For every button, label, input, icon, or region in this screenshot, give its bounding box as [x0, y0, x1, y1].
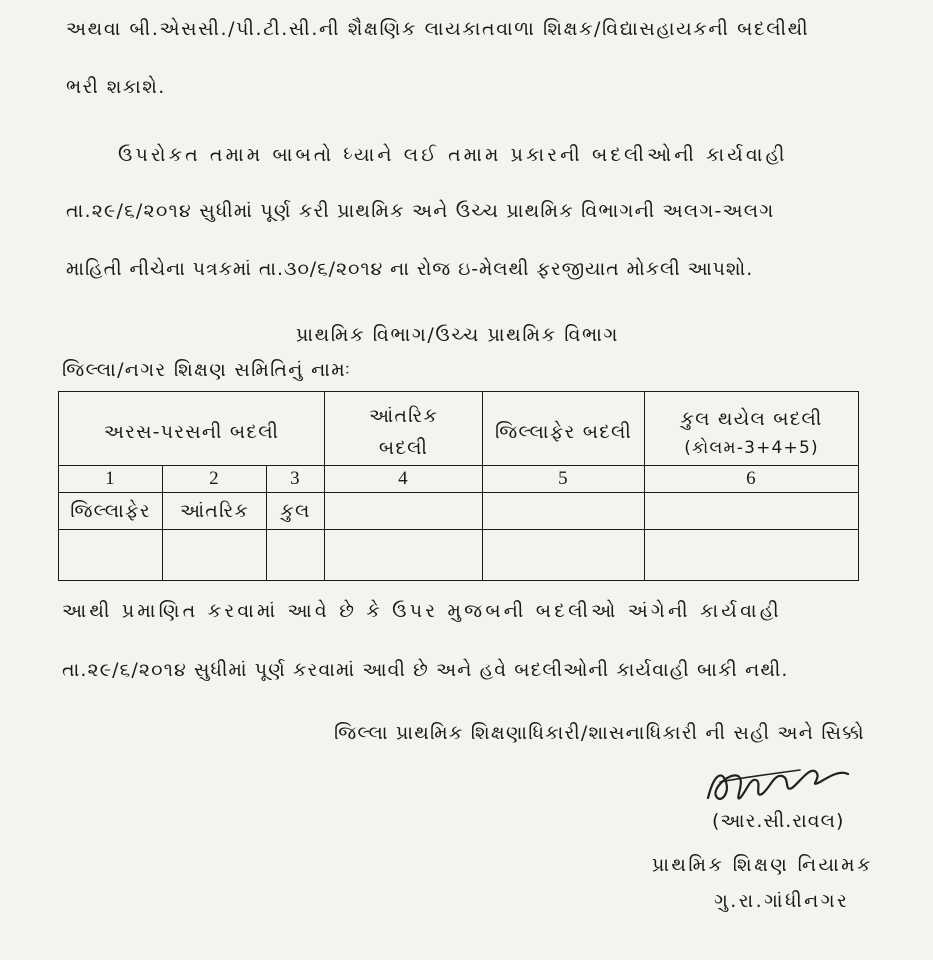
- empty-cell: [483, 493, 645, 530]
- subheader-total: કુલ: [267, 493, 325, 530]
- empty-cell: [325, 493, 483, 530]
- table-number-row: [59, 466, 859, 493]
- header-total-transfer: કુલ થયેલ બદલી (કોલમ-3+4+5): [645, 392, 859, 466]
- column-number: 5: [483, 466, 645, 493]
- column-number: 2: [163, 466, 267, 493]
- header-district-transfer: જિલ્લાફેર બદલી: [483, 392, 645, 466]
- empty-cell: [163, 530, 267, 581]
- transfer-table: [58, 391, 859, 581]
- table-header-row: [59, 392, 859, 466]
- empty-cell: [483, 530, 645, 581]
- column-number: 1: [59, 466, 163, 493]
- empty-cell: [325, 530, 483, 581]
- empty-cell: [645, 493, 859, 530]
- paragraph-3-line-1: આથી પ્રમાણિત કરવામાં આવે છે કે ઉપર મુજબની બદલીઓ અંગેની કાર્યવાહી: [62, 600, 782, 622]
- signature-instruction: જિલ્લા પ્રાથમિક શિક્ષણાધિકારી/શાસનાધિકારી ની સહી અને સિક્કો: [334, 722, 865, 744]
- form-heading: પ્રાથમિક વિભાગ/ઉચ્ચ પ્રાથમિક વિભાગ: [296, 324, 619, 346]
- officer-designation: પ્રાથમિક શિક્ષણ નિયામક: [652, 854, 873, 876]
- paragraph-1-line-2: ભરી શકાશે.: [66, 76, 166, 98]
- officer-name: (આર.સી.રાવલ): [712, 810, 845, 832]
- column-number: 3: [267, 466, 325, 493]
- subheader-district: જિલ્લાફેર: [59, 493, 163, 530]
- empty-cell: [267, 530, 325, 581]
- officer-place: ગુ.રા.ગાંધીનગર: [714, 890, 850, 912]
- table-row: [59, 530, 859, 581]
- paragraph-1-line-1: અથવા બી.એસસી./પી.ટી.સી.ની શૈક્ષણિક લાયકાતવાળા શિક્ષક/વિદ્યાસહાયકની બદલીથી: [66, 18, 810, 40]
- header-mutual-transfer: અરસ-પરસની બદલી: [59, 392, 325, 466]
- table-subheader-row: [59, 493, 859, 530]
- paragraph-3-line-2: તા.૨૯/૬/૨૦૧૪ સુધીમાં પૂર્ણ કરવામાં આવી છે અને હવે બદલીઓની કાર્યવાહી બાકી નથી.: [62, 659, 789, 681]
- column-number: 6: [645, 466, 859, 493]
- header-internal-transfer: આંતરિક બદલી: [325, 392, 483, 466]
- empty-cell: [59, 530, 163, 581]
- column-number: 4: [325, 466, 483, 493]
- empty-cell: [645, 530, 859, 581]
- district-label: જિલ્લા/નગર શિક્ષણ સમિતિનું નામઃ: [62, 359, 352, 381]
- paragraph-2-line-2: તા.૨૯/૬/૨૦૧૪ સુધીમાં પૂર્ણ કરી પ્રાથમિક અને ઉચ્ચ પ્રાથમિક વિભાગની અલગ-અલગ: [66, 200, 775, 222]
- paragraph-2-line-3: માહિતી નીચેના પત્રકમાં તા.૩૦/૬/૨૦૧૪ ના રોજ ઇ-મેલથી ફરજીયાત મોકલી આપશો.: [66, 258, 754, 280]
- subheader-internal: આંતરિક: [163, 493, 267, 530]
- paragraph-2-line-1: ઉપરોકત તમામ બાબતો ધ્યાને લઈ તમામ પ્રકારની બદલીઓની કાર્યવાહી: [118, 144, 788, 166]
